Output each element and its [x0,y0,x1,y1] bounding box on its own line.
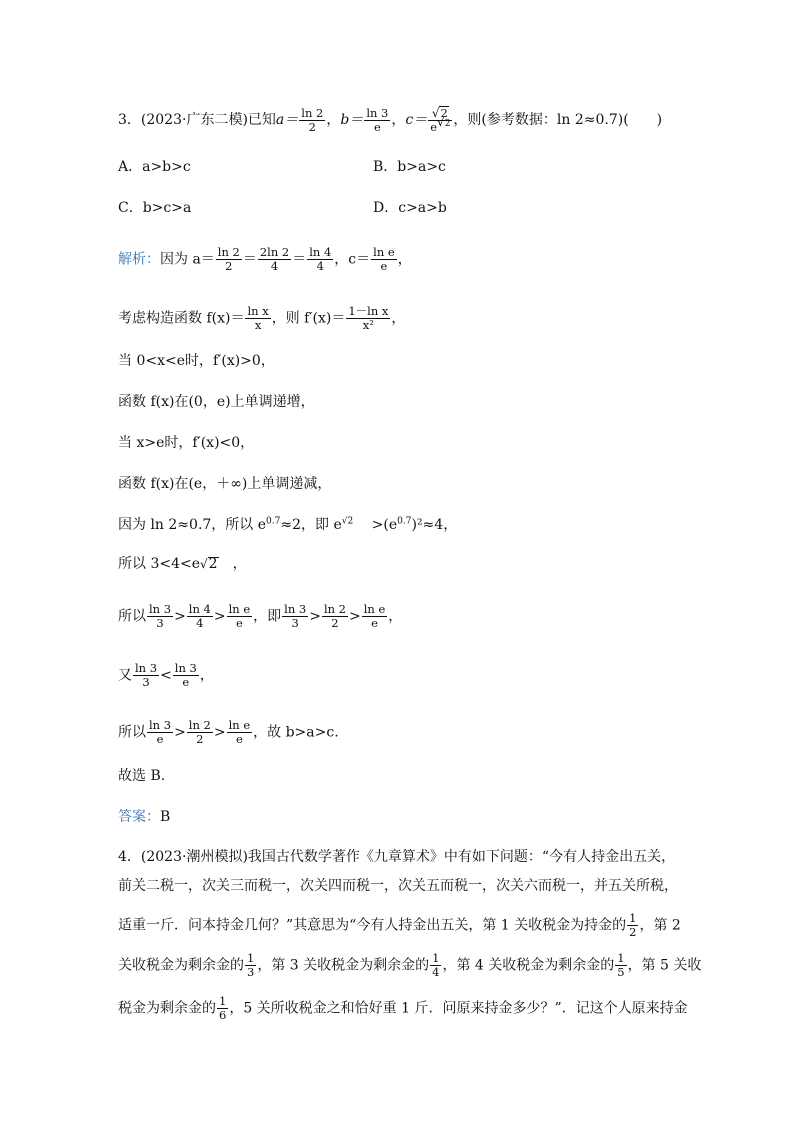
q3-stem: 3．(2023·广东二模)已知a＝ $\frac{\ln 2}{2}$ ，b＝ $\frac{\ln 3}{e}$ ，c＝ $\frac{√2}{e^{√2}}$ ，则(参考数据：ln 2≈0.7)( ) [118,105,663,134]
solution-line-12: 故选 B. [118,768,166,784]
option-c: C．b>c>a [118,200,192,216]
solution-line-1: 解析：因为 a＝ $\frac{\ln 2}{2}$ ＝ $\frac{2\ln 2}{4}$ ＝ $\frac{\ln 4}{4}$ ，c＝ $\frac{\text{ln e}}{e}$ ， [118,245,412,273]
fraction: $\frac{1}{3}$ [247,951,255,979]
fraction: $\frac{1}{6}$ [219,994,227,1022]
fraction: $\frac{\ln 3}{e}$ [174,661,197,689]
q4-line-3: 适重一斤．问本持金几何？”其意思为“今有人持金出五关，第 1 关收税金为持金的 $\frac{1}{2}$ ，第 2 [118,911,681,939]
fraction: $\frac{\text{1－ln x}}{\text{x²}}$ [348,304,389,332]
fraction: $\frac{1}{2}$ [629,911,637,939]
q4-line-1: 4．(2023·潮州模拟)我国古代数学著作《九章算术》中有如下问题：“今有人持金出五关， [118,849,676,865]
answer-line: 答案：B [118,809,171,825]
fraction: $\frac{\ln 2}{2}$ [301,105,324,134]
option-b: B．b>a>c [373,159,446,175]
fraction: $\frac{\text{ln e}}{e}$ [363,602,386,630]
fraction: $\frac{1}{4}$ [432,951,440,979]
solution-line-4: 函数 f(x)在(0，e)上单调递增， [118,394,315,410]
fraction: $\frac{\text{ln x}}{x}$ [247,304,269,332]
fraction: $\frac{\ln 3}{e}$ [149,718,172,746]
solution-line-5: 当 x>e时，f′(x)<0， [118,435,255,451]
fraction: $\frac{\ln 4}{4}$ [188,602,211,630]
q4-line-2: 前关二税一，次关三而税一，次关四而税一，次关五而税一，次关六而税一，并五关所税， [118,878,678,894]
fraction: $\frac{\ln 3}{3}$ [135,661,158,689]
solution-line-2: 考虑构造函数 f(x)＝ $\frac{\text{ln x}}{x}$ ，则 f′(x)＝ $\frac{\text{1－ln x}}{\text{x²}}$ ， [118,304,406,332]
q4-line-4: 关收税金为剩余金的 $\frac{1}{3}$ ，第 3 关收税金为剩余金的 $\frac{1}{4}$ ，第 4 关收税金为剩余金的 $\frac{1}{5}$ ，第 5 关收 [118,951,702,979]
fraction: $\frac{√2}{e^{√2}}$ [430,106,451,134]
solution-line-8: 所以 3<4<e√2 ， [118,556,247,572]
q4-line-5: 税金为剩余金的 $\frac{1}{6}$ ，5 关所收税金之和恰好重 1 斤．问原来持金多少？”．记这个人原来持金 [118,994,688,1022]
option-d: D．c>a>b [373,200,447,216]
fraction: $\frac{\text{ln e}}{e}$ [228,602,251,630]
fraction: $\frac{\ln 3}{3}$ [149,602,172,630]
option-a: A．a>b>c [118,159,191,175]
solution-line-10: 又 $\frac{\ln 3}{3}$ < $\frac{\ln 3}{e}$ ， [118,661,214,689]
fraction: $\frac{1}{5}$ [617,951,625,979]
fraction: $\frac{\ln 2}{2}$ [217,245,240,273]
solution-line-11: 所以 $\frac{\ln 3}{e}$ > $\frac{\ln 2}{2}$ > $\frac{\text{ln e}}{e}$ ，故 b>a>c. [118,718,339,746]
fraction: $\frac{2\ln 2}{4}$ [259,245,290,273]
fraction: $\frac{\ln 3}{e}$ [366,105,389,134]
fraction: $\frac{\ln 4}{4}$ [309,245,332,273]
fraction: $\frac{\text{ln e}}{e}$ [373,245,395,273]
fraction: $\frac{\ln 2}{2}$ [323,602,346,630]
solution-line-7: 因为 ln 2≈0.7，所以 $e^{0.7}\approx 2$，即 $e^{√2}$ $>(e^{0.7})^2\approx 4$， [118,516,458,533]
solution-label: 解析： [118,251,160,268]
fraction: $\frac{\ln 3}{3}$ [284,602,307,630]
fraction: $\frac{\ln 2}{2}$ [188,718,211,746]
fraction: $\frac{\text{ln e}}{e}$ [228,718,251,746]
solution-line-3: 当 0<x<e时，f′(x)>0， [118,353,275,369]
solution-line-6: 函数 f(x)在(e，＋∞)上单调递减， [118,476,332,492]
answer-label: 答案： [118,809,160,825]
solution-line-9: 所以 $\frac{\ln 3}{3}$ > $\frac{\ln 4}{4}$ > $\frac{\text{ln e}}{e}$ ，即 $\frac{\ln 3}{3}$ > $\frac{\ln 2}{2}$ > $\frac{\text{ln e}}{e}$ ， [118,602,403,630]
